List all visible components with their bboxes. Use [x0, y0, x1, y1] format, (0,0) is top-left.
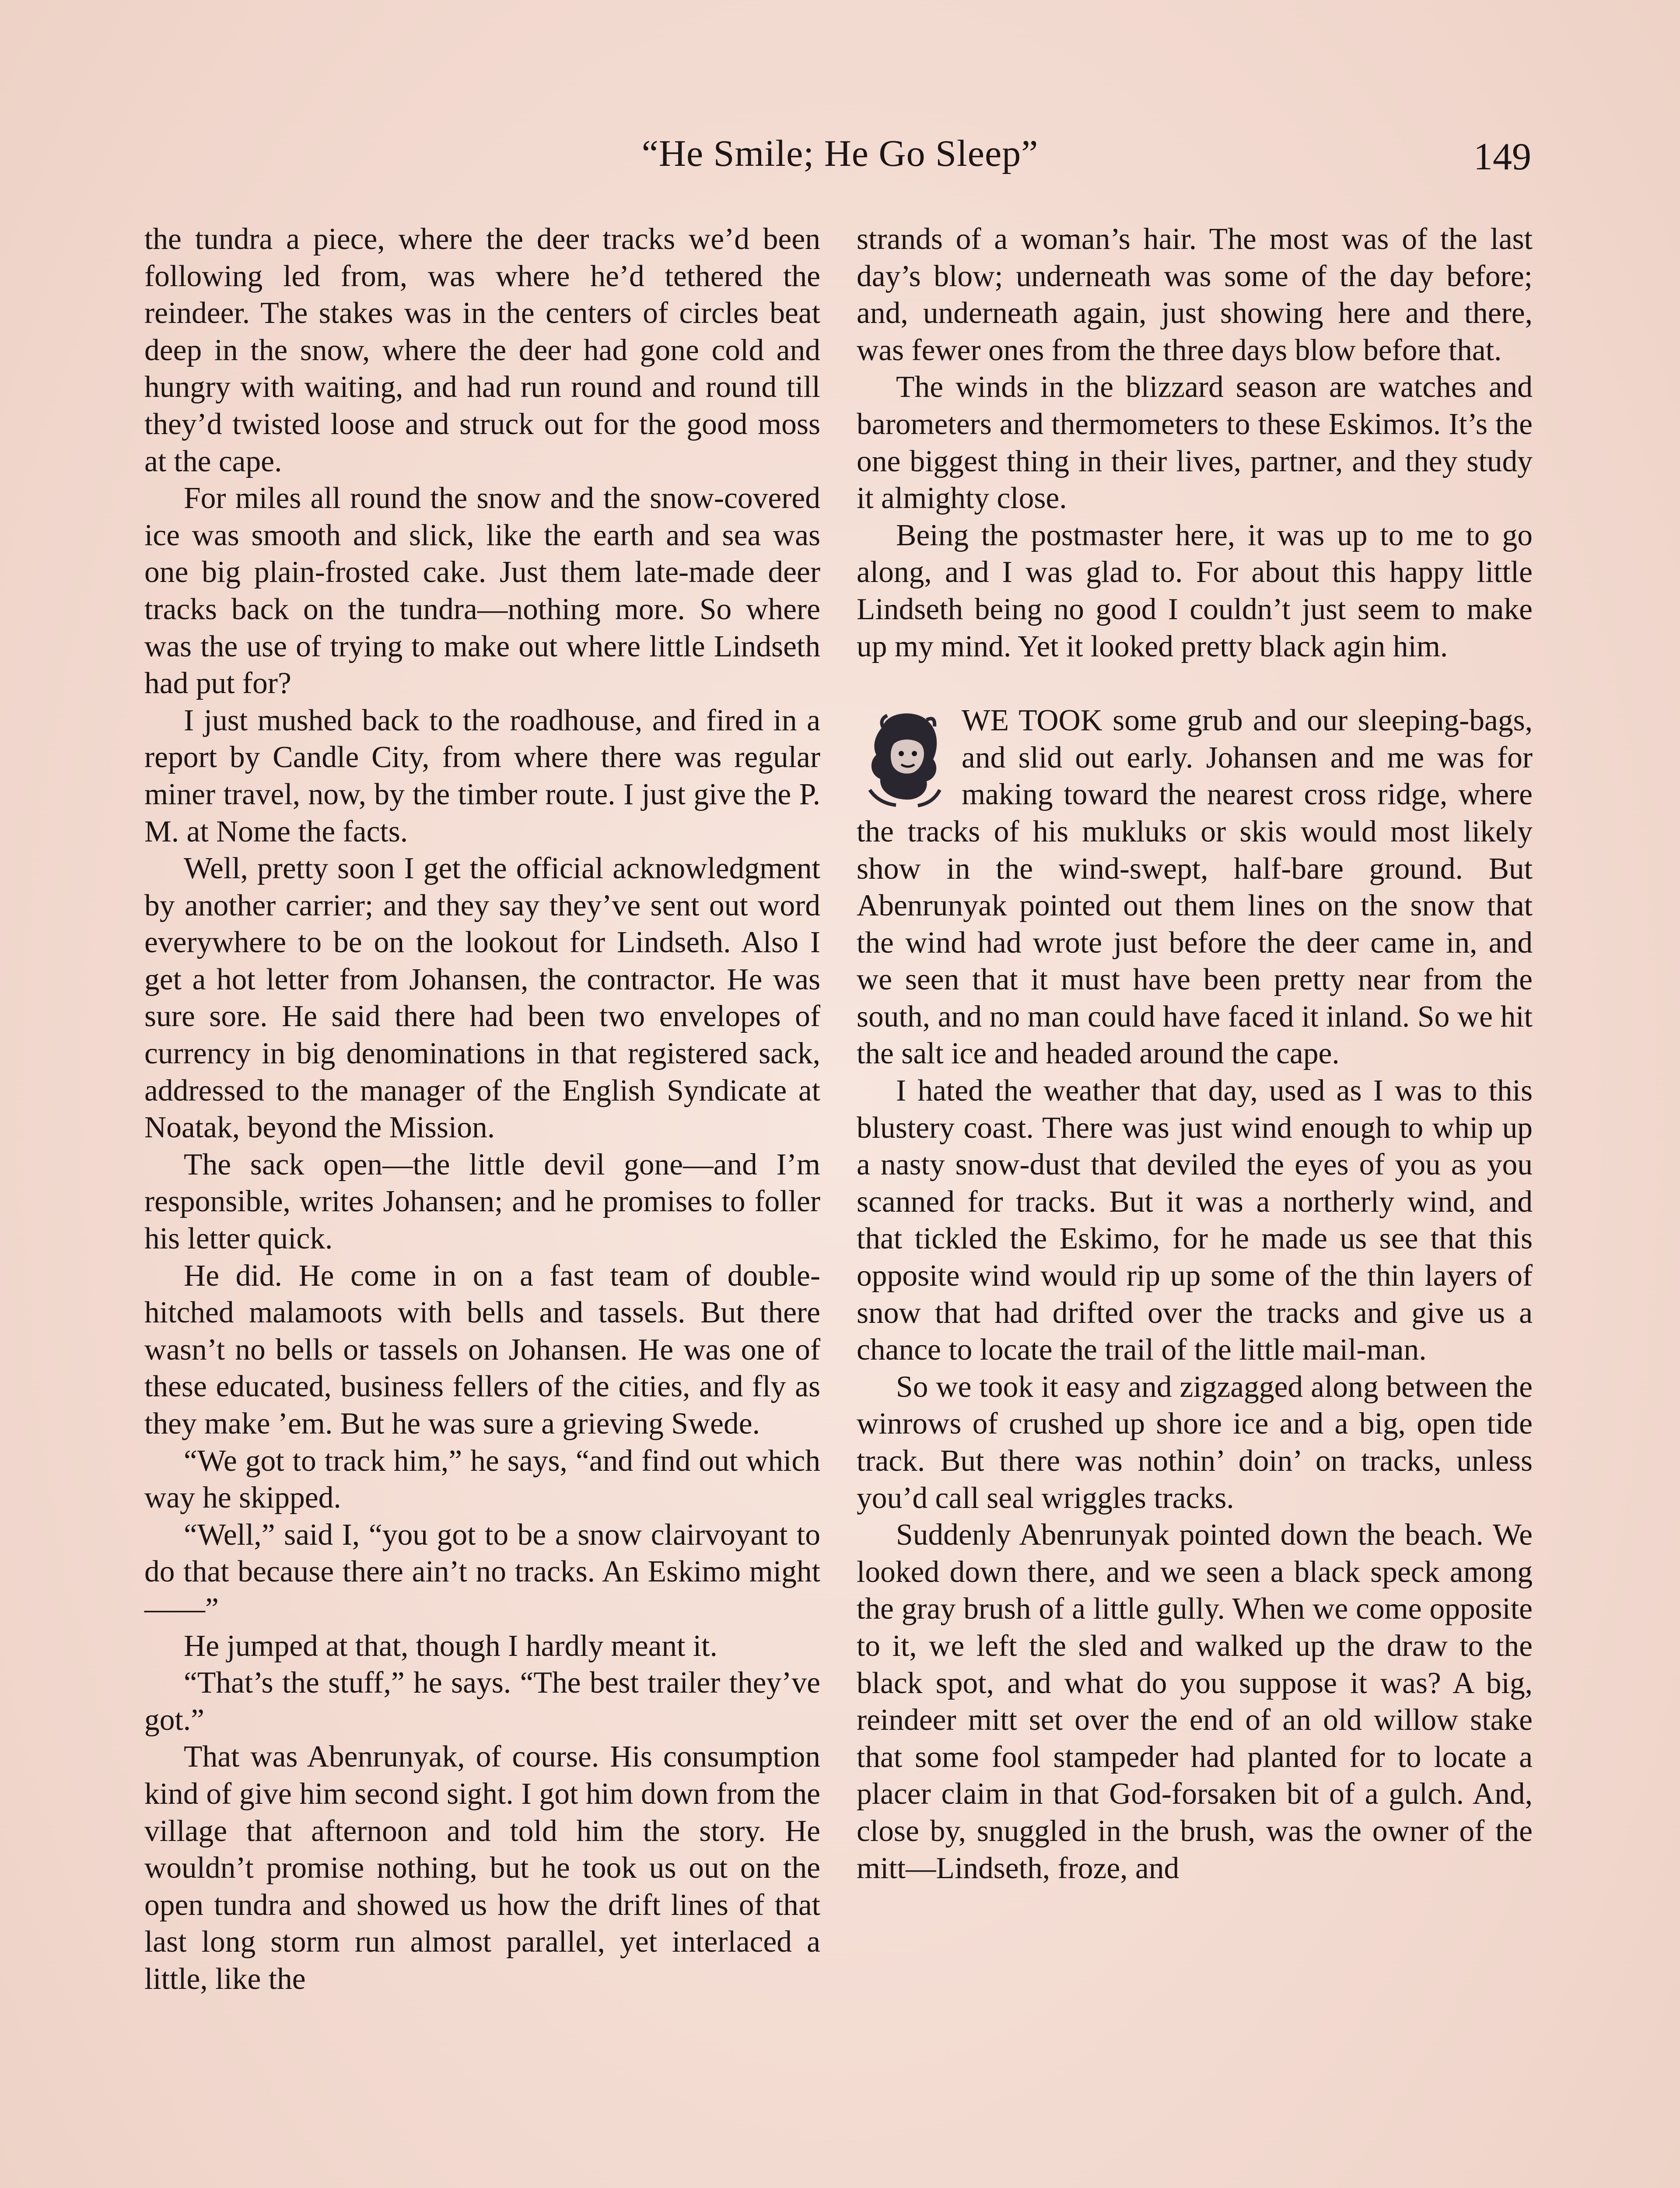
eskimo-head-vignette-icon	[852, 702, 957, 812]
paragraph: “That’s the stuff,” he says. “The best trailer they’ve got.”	[144, 1666, 820, 1737]
paragraph: “We got to track him,” he says, “and find out which way he skipped.	[144, 1444, 820, 1515]
right-column	[857, 221, 1533, 1887]
lead-in-caps: WE TOOK	[962, 704, 1102, 738]
paragraph: So we took it easy and zigzagged along between the winrows of crushed up shore ice and a big, open tide track. But there was nothin’ doin’ on tracks, unless you’d call seal wriggles tracks.	[857, 1370, 1533, 1515]
paragraph: Well, pretty soon I get the official acknowledgment by another carrier; and they say they’ve sent out word everywhere to be on the lookout for Lindseth. Also I get a hot letter from Johansen, the contractor. He was sure sore. He said there had been two envelopes of currency in big denominations in that registered sack, addressed to the manager of the English Syndicate at Noatak, beyond the Mission.	[144, 852, 820, 1145]
paragraph: I hated the weather that day, used as I was to this blustery coast. There was just wind enough to whip up a nasty snow-dust that deviled the eyes of you as you scanned for tracks. But it was a northerly wind, and that tickled the Eskimo, for he made us see that this opposite wind would rip up some of the thin layers of snow that had drifted over the tracks and give us a chance to locate the trail of the little mail-man.	[857, 1074, 1533, 1367]
paragraph-text: some grub and our sleeping-bags, and slid out early. Johansen and me was for making toward the nearest cross ridge, where the tracks of his mukluks or skis would most likely show in the wind-swept, half-bare ground. But Abenrunyak pointed out them lines on the snow that the wind had wrote just before the deer came in, and we seen that it must have been pretty near from the south, and no man could have faced it inland. So we hit the salt ice and headed around the cape.	[857, 704, 1533, 1071]
left-column	[144, 221, 820, 1998]
running-title: “He Smile; He Go Sleep”	[641, 132, 1039, 174]
paragraph: the tundra a piece, where the deer tracks we’d been following led from, was where he’d tethered the reindeer. The stakes was in the centers of circles beat deep in the snow, where the deer had gone cold and hungry with waiting, and had run round and round till they’d twisted loose and struck out for the good moss at the cape.	[144, 222, 820, 478]
paragraph: The winds in the blizzard season are watches and barometers and thermometers to these Eskimos. It’s the one biggest thing in their lives, partner, and they study it almighty close.	[857, 370, 1533, 515]
paragraph: I just mushed back to the roadhouse, and fired in a report by Candle City, from where there was regular miner travel, now, by the timber route. I just give the P. M. at Nome the facts.	[144, 703, 820, 849]
paragraph: Being the postmaster here, it was up to me to go along, and I was glad to. For about this happy little Lindseth being no good I couldn’t just seem to make up my mind. Yet it looked pretty black agin him.	[857, 518, 1533, 663]
paragraph: The sack open—the little devil gone—and I’m responsible, writes Johansen; and he promises to foller his letter quick.	[144, 1147, 820, 1256]
page-header	[0, 131, 1680, 193]
paragraph: “Well,” said I, “you got to be a snow clairvoyant to do that because there ain’t no tracks. An Eskimo might——”	[144, 1518, 820, 1626]
paragraph: Suddenly Abenrunyak pointed down the beach. We looked down there, and we seen a black speck among the gray brush of a little gully. When we come opposite to it, we left the sled and walked up the draw to the black spot, and what do you suppose it was? A big, reindeer mitt set over the end of an old willow stake that some fool stampeder had planted for to locate a placer claim in that God-forsaken bit of a gulch. And, close by, snuggled in the brush, was the owner of the mitt—Lindseth, froze, and	[857, 1518, 1533, 1885]
paragraph: He did. He come in on a fast team of double-hitched malamoots with bells and tassels. But there wasn’t no bells or tassels on Johansen. He was one of these educated, business fellers of the cities, and fly as they make ’em. But he was sure a grieving Swede.	[144, 1259, 820, 1441]
paragraph: strands of a woman’s hair. The most was of the last day’s blow; underneath was some of the day before; and, underneath again, just showing here and there, was fewer ones from the three days blow before that.	[857, 222, 1533, 367]
page-number: 149	[1474, 136, 1531, 178]
paragraph: For miles all round the snow and the snow-covered ice was smooth and slick, like the earth and sea was one big plain-frosted cake. Just them late-made deer tracks back on the tundra—nothing more. So where was the use of trying to make out where little Lindseth had put for?	[144, 481, 820, 701]
paragraph: He jumped at that, though I hardly meant it.	[184, 1629, 718, 1663]
paragraph: That was Abenrunyak, of course. His consumption kind of give him second sight. I got him down from the village that afternoon and told him the story. He wouldn’t promise nothing, but he took us out on the open tundra and showed us how the drift lines of that last long storm run almost parallel, yet interlaced a little, like the	[144, 1740, 820, 1996]
section-opening-paragraph	[857, 702, 1533, 1073]
